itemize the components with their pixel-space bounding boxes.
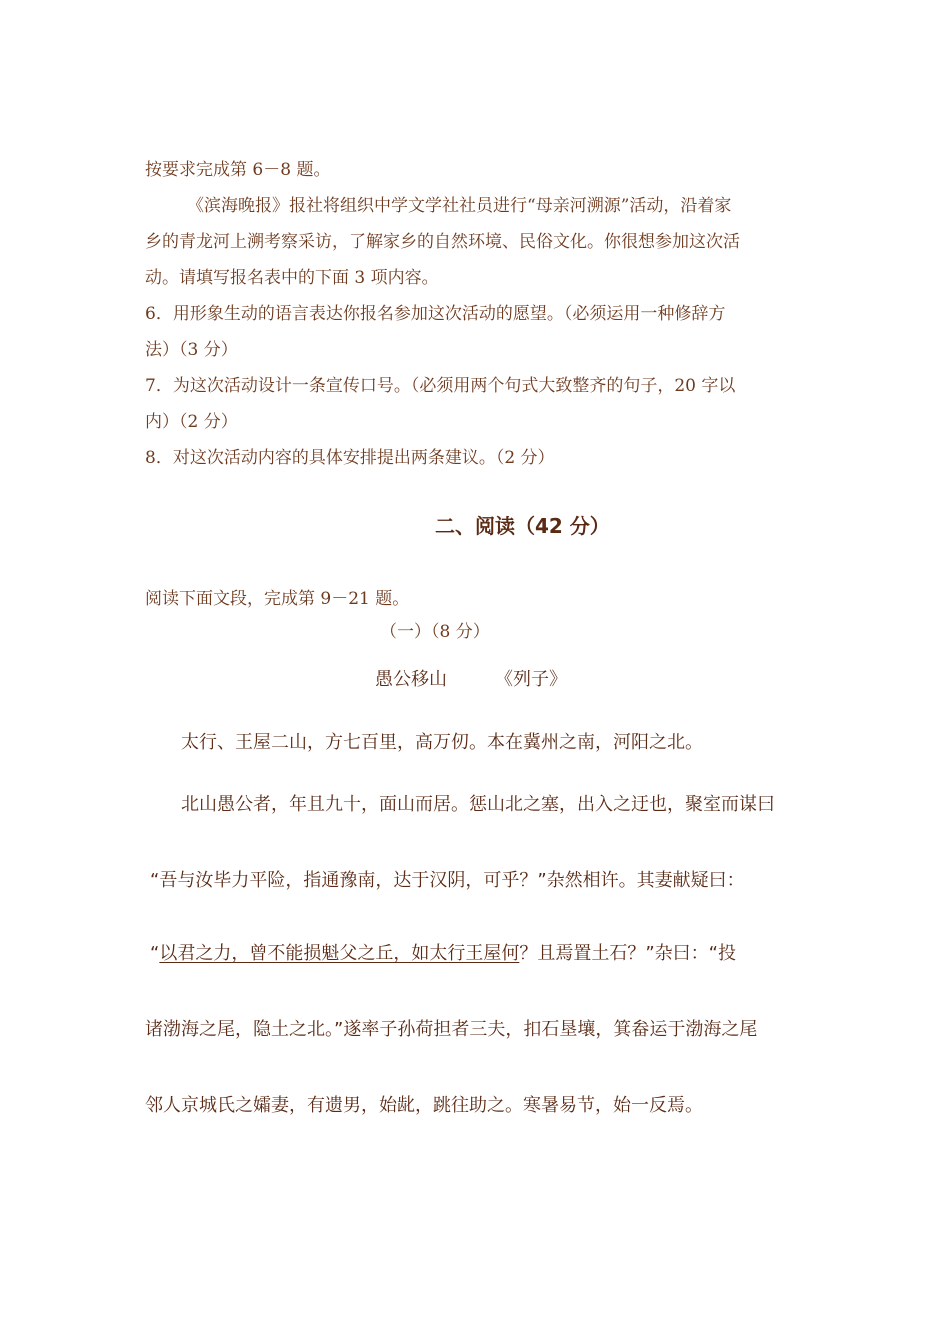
passage-line-2: 北山愚公者，年且九十，面山而居。惩山北之塞，出入之迂也，聚室而谋曰: [181, 794, 775, 815]
passage-line-4-rest: ？且焉置土石？”杂曰：“投: [519, 943, 736, 964]
question-8: 8．对这次活动内容的具体安排提出两条建议。（2 分）: [145, 448, 555, 468]
section-heading: 二、阅读（42 分）: [435, 514, 610, 538]
question-6-line-2: 法）（3 分）: [145, 340, 238, 360]
question-7-line-2: 内）（2 分）: [145, 412, 238, 432]
context-line-3: 动。请填写报名表中的下面 3 项内容。: [145, 268, 439, 288]
section-instruction: 按要求完成第 6－8 题。: [145, 160, 331, 180]
context-line-1: 《滨海晚报》报社将组织中学文学社社员进行“母亲河溯源”活动，沿着家: [187, 196, 732, 216]
quote-mark: “: [150, 943, 160, 964]
passage-line-5: 诸渤海之尾，隐土之北。”遂率子孙荷担者三夫，扣石垦壤，箕畚运于渤海之尾: [145, 1019, 758, 1040]
passage-line-6: 邻人京城氏之孀妻，有遗男，始龀，跳往助之。寒暑易节，始一反焉。: [145, 1095, 703, 1116]
passage-line-4: [150, 942, 736, 966]
passage-paragraph-1: 太行、王屋二山，方七百里，高万仞。本在冀州之南，河阳之北。: [181, 732, 703, 753]
context-line-2: 乡的青龙河上溯考察采访，了解家乡的自然环境、民俗文化。你很想参加这次活: [145, 232, 740, 252]
passage-source: 《列子》: [495, 669, 567, 690]
question-7-line-1: 7．为这次活动设计一条宣传口号。（必须用两个句式大致整齐的句子，20 字以: [145, 376, 736, 396]
passage-line-3: “吾与汝毕力平险，指通豫南，达于汉阴，可乎？”杂然相许。其妻献疑曰：: [150, 870, 745, 891]
reading-instruction: 阅读下面文段，完成第 9－21 题。: [145, 589, 410, 609]
passage-title: 愚公移山: [375, 669, 447, 690]
part-label: （一）（8 分）: [380, 622, 490, 642]
underlined-sentence: 以君之力，曾不能损魁父之丘，如太行王屋何: [159, 943, 520, 964]
question-6-line-1: 6．用形象生动的语言表达你报名参加这次活动的愿望。（必须运用一种修辞方: [145, 304, 726, 324]
